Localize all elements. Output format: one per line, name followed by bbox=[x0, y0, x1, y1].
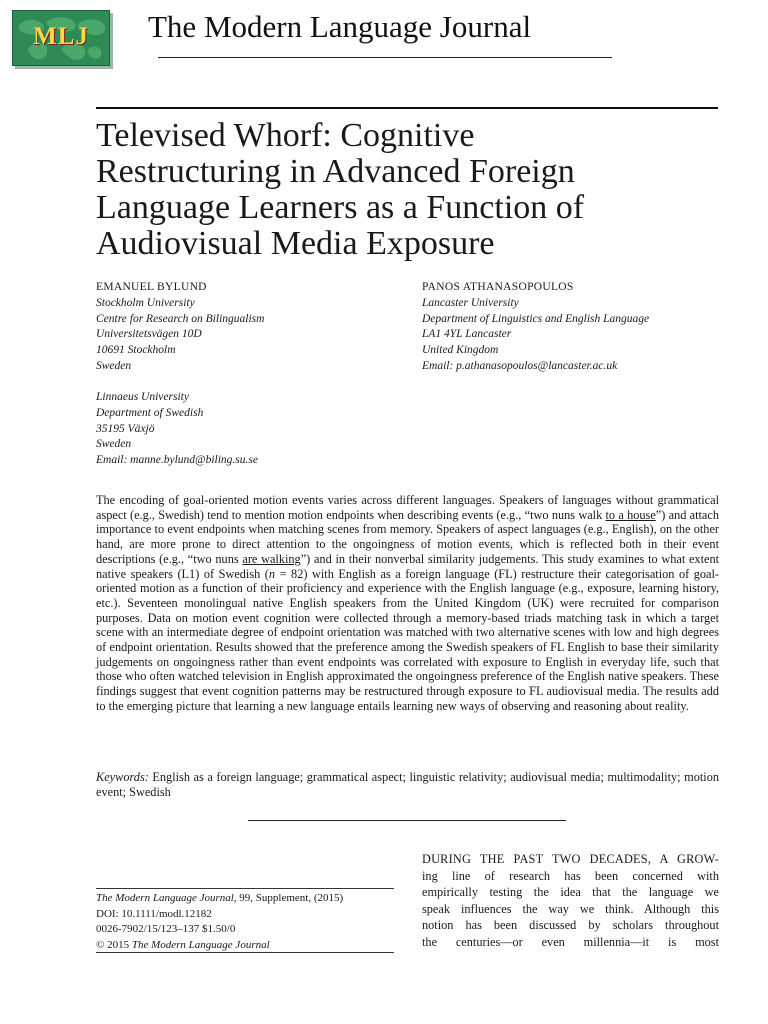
abstract-text: ”) and attach importance to event endpoints when matching scenes from memory. Speakers of aspect languages (e.g., English), on the other hand, are more prone to direct attention to the ongoingness of motion events, which is reflected both in their event descriptions (e.g., “two nuns bbox=[96, 507, 719, 566]
affiliation-line: 10691 Stockholm bbox=[96, 344, 176, 357]
body-line: notion has been discussed by scholars throughout bbox=[422, 918, 719, 932]
header-rule bbox=[158, 57, 612, 58]
affiliation-line: Universitetsvägen 10D bbox=[96, 328, 202, 341]
affiliation-line: Department of Linguistics and English Language bbox=[422, 312, 650, 325]
footnote-rule bbox=[96, 952, 394, 953]
issn-line: 0026-7902/15/123–137 $1.50/0 bbox=[96, 923, 236, 935]
affiliation-line: Linnaeus University bbox=[96, 391, 189, 403]
keywords bbox=[96, 770, 719, 799]
author-name: EMANUEL BYLUND bbox=[96, 281, 207, 293]
keywords-text: English as a foreign language; grammatical aspect; linguistic relativity; audiovisual media; multimodality; motion event; Swedish bbox=[96, 770, 719, 799]
article-title-line: Audiovisual Media Exposure bbox=[96, 225, 495, 262]
author-1 bbox=[96, 280, 396, 375]
affiliation-line: Lancaster University bbox=[422, 296, 519, 309]
body-line: DURING THE PAST TWO DECADES, A GROW- bbox=[422, 852, 719, 866]
author-email[interactable]: Email: p.athanasopoulos@lancaster.ac.uk bbox=[422, 359, 618, 372]
citation-line bbox=[96, 891, 396, 907]
affiliation-line: LA1 4YL Lancaster bbox=[422, 328, 512, 341]
article-title-line: Televised Whorf: Cognitive bbox=[96, 117, 475, 154]
author-1-second-affiliation bbox=[96, 390, 396, 469]
affiliation-line: United Kingdom bbox=[422, 344, 499, 357]
author-name: PANOS ATHANASOPOULOS bbox=[422, 281, 574, 293]
article-title-line: Language Learners as a Function of bbox=[96, 189, 585, 226]
affiliation-line: Department of Swedish bbox=[96, 406, 204, 419]
title-rule bbox=[96, 107, 718, 109]
author-2 bbox=[422, 280, 722, 375]
affiliation-line: Sweden bbox=[96, 359, 132, 372]
section-divider bbox=[248, 820, 566, 821]
citation-footnote bbox=[96, 891, 396, 953]
abstract-underlined-phrase: to a house bbox=[605, 507, 656, 522]
body-line: speak influences the way we think. Although this bbox=[422, 901, 719, 916]
copyright-line bbox=[96, 938, 396, 954]
abstract-text: ”) and in their nonverbal similarity judgements. This study examines to what extent native speakers (L1) of Swedish ( bbox=[96, 551, 720, 581]
affiliation-line: Centre for Research on Bilingualism bbox=[96, 312, 265, 325]
logo-wordmark: MLJ bbox=[33, 23, 89, 50]
copyright-journal: The Modern Language Journal bbox=[131, 938, 270, 951]
article-title-line: Restructuring in Advanced Foreign bbox=[96, 153, 575, 190]
affiliation-line: Stockholm University bbox=[96, 296, 195, 309]
abstract-variable: n bbox=[268, 566, 276, 581]
journal-logo bbox=[12, 10, 110, 66]
citation-details: , 99, Supplement, (2015) bbox=[233, 892, 344, 904]
abstract-underlined-phrase: are walking bbox=[242, 551, 301, 566]
abstract-text: The encoding of goal-oriented motion events varies across different languages. Speakers of languages without grammatical aspect (e.g., Swedish) tend to mention motion endpoints when describing events (e.g., “two nuns walk bbox=[96, 493, 719, 522]
body-line: ing line of research has been concerned with bbox=[422, 868, 719, 883]
affiliation-line: Sweden bbox=[96, 438, 132, 451]
abstract-text: = 82) with English as a foreign language (FL) restructure their categorisation of goal-oriented motion as a function of their proficiency and experience with the English language (e.g., exposure, learning history, etc.). Seventeen monolingual native English speakers from the United Kingdom (UK) were recruited for comparison purposes. Data on motion event cognition were collected through a memory-based triads matching task in which a target scene with an intermediate degree of endpoint orientation was matched with two alternative scenes with low and high degrees of endpoint orientation. Results showed that the preference among the Swedish speakers of FL English to base their similarity judgements on ongoingness rather than event endpoints was correlated with exposure to English in everyday life, such that those who often watched television in English approximated the ongoingness preference of the English native speakers. These findings suggest that event cognition patterns may be restructured through exposure to FL audiovisual media. The results add to the emerging picture that learning a new language entails learning new ways of observing and reasoning about reality. bbox=[96, 566, 719, 713]
footnote-rule bbox=[96, 888, 394, 889]
journal-title: The Modern Language Journal bbox=[148, 9, 532, 44]
body-text bbox=[422, 851, 719, 950]
citation-journal: The Modern Language Journal bbox=[96, 892, 234, 904]
doi-line[interactable]: DOI: 10.1111/modl.12182 bbox=[96, 907, 212, 920]
keywords-label: Keywords: bbox=[96, 770, 149, 784]
body-line: the centuries—or even millennia—it is most bbox=[422, 934, 719, 949]
affiliation-line: 35195 Växjö bbox=[96, 422, 155, 435]
article-title bbox=[96, 118, 726, 262]
abstract bbox=[96, 493, 719, 714]
author-email[interactable]: Email: manne.bylund@biling.su.se bbox=[96, 454, 258, 467]
copyright-prefix: © 2015 bbox=[96, 938, 132, 951]
body-line: empirically testing the idea that the language we bbox=[422, 885, 719, 899]
